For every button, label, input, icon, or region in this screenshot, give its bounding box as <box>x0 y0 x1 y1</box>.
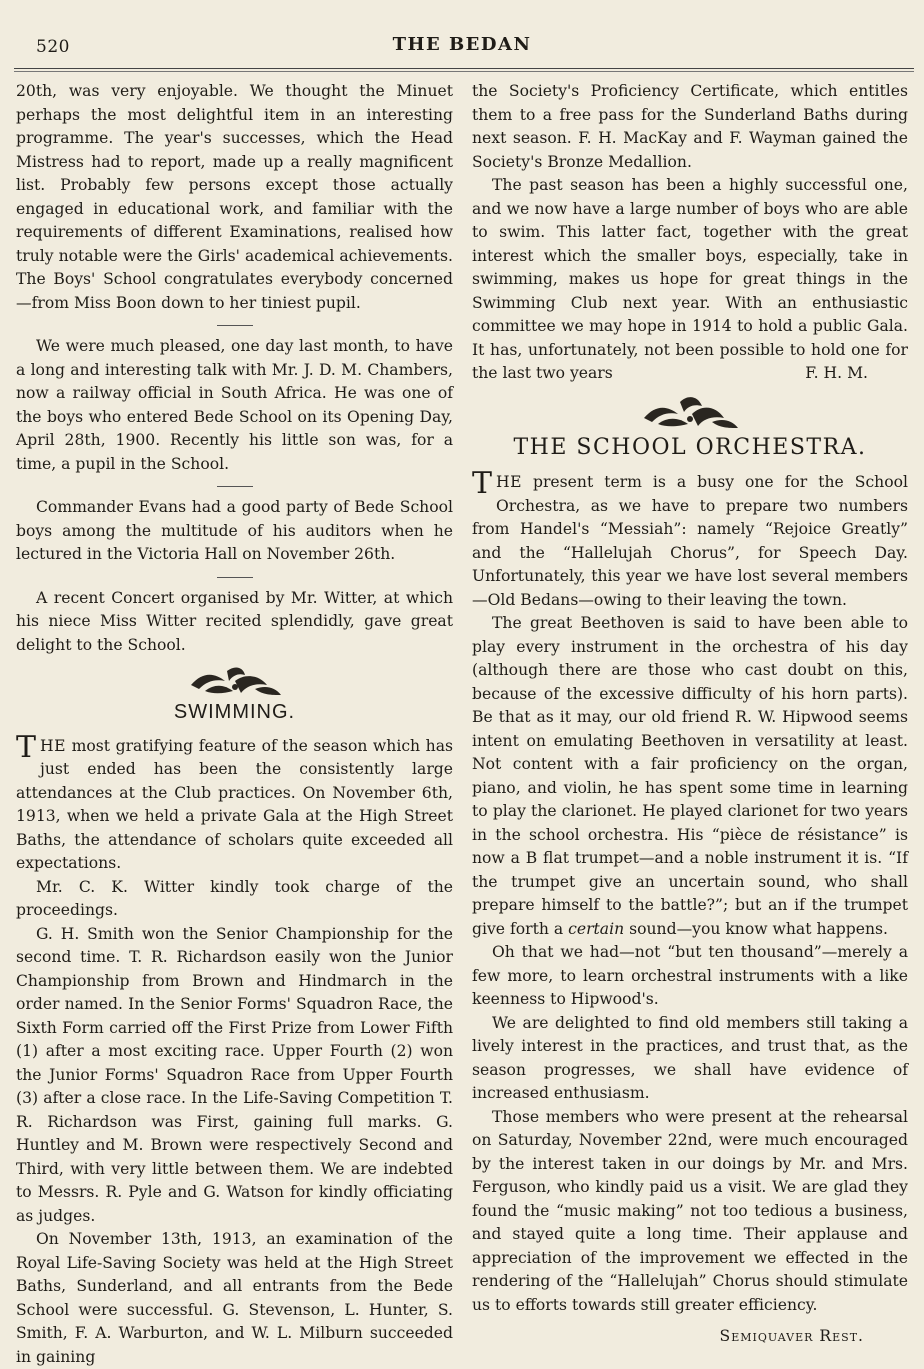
page-header <box>0 0 924 70</box>
page-number: 520 <box>36 37 70 57</box>
divider <box>217 325 253 326</box>
running-title: THE BEDAN <box>392 34 532 55</box>
author-initials: F. H. M. <box>805 364 868 382</box>
paragraph-old-members: We are delighted to find old members still taking a lively interest in the practices, and trust that, as the season progresses, we shall have evidence of increased enthusiasm. <box>472 1013 908 1102</box>
left-column <box>16 80 453 1369</box>
orchestra-title: THE SCHOOL ORCHESTRA. <box>513 434 867 460</box>
paragraph-championships: G. H. Smith won the Senior Championship for the second time. T. R. Richardson easily won the Junior Championship from Brown and Hindmarch in the order named. In the Senior Forms' Squadron Race, the Sixth Form carried off the First Prize from Lower Fifth (1) after a most exciting race. Upper Fourth (2) won the Junior Forms' Squadron Race from Upper Fourth (3) after a close race. In the Life-Saving Competition T. R. Richardson was First, gaining full marks. G. Huntley and M. Brown were respectively Second and Third, with very little between them. We are indebted to Messrs. R. Pyle and G. Watson for kindly officiating as judges. <box>16 924 453 1225</box>
signature: Semiquaver Rest. <box>719 1327 864 1345</box>
paragraph-commander-evans: Commander Evans had a good party of Bede School boys among the multitude of his auditors when he lectured in the Victoria Hall on November 26th. <box>16 498 453 563</box>
divider <box>217 577 253 578</box>
paragraph-orchestra-intro: THE present term is a busy one for the School Orchestra, as we have to prepare two numbers from Handel's “Messiah”: namely “Rejoice Greatly” and the “Hallelujah Chorus”, for Speech Day. Unfortunately, this year we have lost several members—Old Bedans—owing to their leaving the town. <box>472 466 908 609</box>
paragraph-chambers: We were much pleased, one day last month, to have a long and interesting talk with Mr. J. D. M. Chambers, now a railway official in South Africa. He was one of the boys who entered Bede School on its Opening Day, April 28th, 1900. Recently his little son was, for a time, a pupil in the School. <box>16 337 453 473</box>
leaf-flourish-icon <box>640 392 740 432</box>
paragraph-certificate: the Society's Proficiency Certificate, which entitles them to a free pass for the Sunderland Baths during next season. F. H. MacKay and F. Wayman gained the Society's Bronze Medallion. <box>472 82 908 171</box>
paragraph-concert: A recent Concert organised by Mr. Witter, at which his niece Miss Witter recited splendidly, gave great delight to the School. <box>16 588 453 654</box>
paragraph-life-saving: On November 13th, 1913, an examination of the Royal Life-Saving Society was held at the High Street Baths, Sunderland, and all entrants from the Bede School were successful. G. Stevenson, L. Hunter, S. Smith, F. A. Warburton, and W. L. Milburn succeeded in gaining <box>16 1230 453 1366</box>
paragraph-rehearsal: Those members who were present at the rehearsal on Saturday, November 22nd, were much encouraged by the interest taken in our doings by Mr. and Mrs. Ferguson, who kindly paid us a visit. We are glad they found the “music making” not too tedious a business, and stayed quite a long time. Their applause and appreciation of the improvement we effected in the rendering of the “Hallelujah” Chorus should stimulate us to efforts towards still greater efficiency. <box>472 1107 908 1314</box>
paragraph-swimming-intro: THE most gratifying feature of the season which has just ended has been the consistently large attendances at the Club practices. On November 6th, 1913, when we held a private Gala at the High Street Baths, the attendance of scholars quite exceeded all expectations. <box>16 729 453 872</box>
header-rule <box>14 68 914 72</box>
paragraph-season: The past season has been a highly successful one, and we now have a large number of boys who are able to swim. This latter fact, together with the great interest which the smaller boys, especially, take in swimming, makes us hope for great things in the Swimming Club next year. With an enthusiastic committee we may hope in 1914 to hold a public Gala. It has, unfortunately, not been possible to hold one for the last two years F. H. M. <box>472 174 908 386</box>
paragraph-beethoven: The great Beethoven is said to have been able to play every instrument in the orchestra of his day (although there are those who cast doubt on this, because of the excessive difficulty of his horn parts). Be that as it may, our old friend R. W. Hipwood seems intent on emulating Beethoven in versatility at least. Not content with a fair proficiency on the organ, piano, and violin, he has spent some time in learning to play the clarionet. He played clarionet for two years in the school orchestra. His “pièce de résistance” is now a B flat trumpet—and a noble instrument it is. “If the trumpet give an uncertain sound, who shall prepare himself to the battle?”; but an if the trumpet give forth a certain sound—you know what happens. <box>472 614 908 938</box>
paragraph-ten-thousand: Oh that we had—not “but ten thousand”—merely a few more, to learn orchestral instruments with a like keenness to Hipwood's. <box>472 943 908 1008</box>
drop-cap: T <box>16 729 37 765</box>
paragraph-girls-school: 20th, was very enjoyable. We thought the Minuet perhaps the most delightful item in an interesting programme. The year's successes, which the Head Mistress had to report, made up a really magnificent list. Probably few persons except those actually engaged in educational work, and familiar with the requirements of different Examinations, realised how truly notable were the Girls' academical achievements. The Boys' School congratulates everybody concerned —from Miss Boon down to her tiniest pupil. <box>16 82 453 312</box>
drop-cap: T <box>472 466 493 501</box>
paragraph-witter: Mr. C. K. Witter kindly took charge of the proceedings. <box>16 877 453 919</box>
leaf-flourish-icon <box>185 663 285 699</box>
swimming-title: SWIMMING. <box>173 701 296 723</box>
right-column <box>472 80 908 1349</box>
divider <box>217 486 253 487</box>
